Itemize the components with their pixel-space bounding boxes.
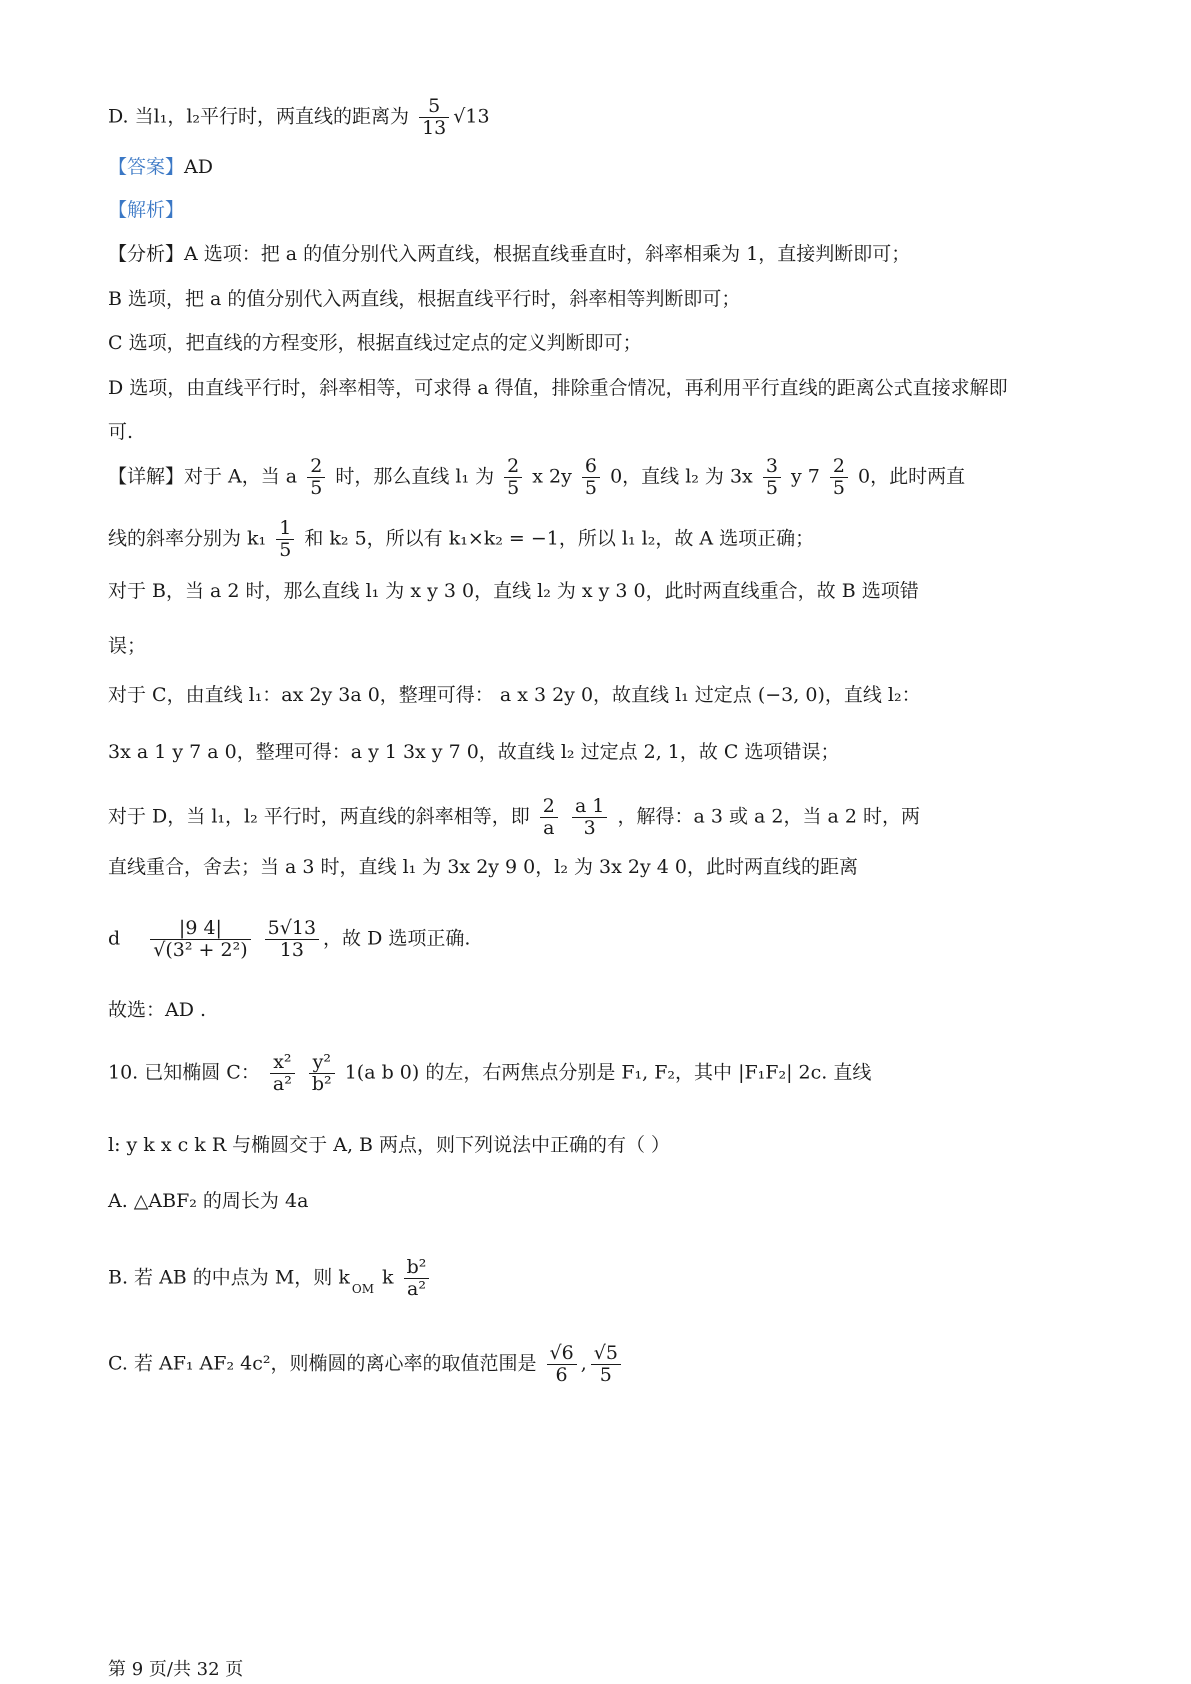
answer-value: AD <box>184 156 213 178</box>
detail-b-line-2: 误； <box>108 635 147 657</box>
detail-a-line-1: 【详解】对于 A，当 a $\frac{2}{5}$ 时，那么直线 l₁ 为 $\frac{2}{5}$ x 2y $\frac{6}{5}$ 0，直线 l₂ 为 3x $\frac{3}{5}$ y 7 $\frac{2}{5}$ 0，此时两直 <box>108 455 966 499</box>
q10-option-a: A. △ABF₂ 的周长为 4a <box>108 1190 309 1212</box>
answer-line <box>108 153 213 181</box>
fraction: $\frac{3}{5}$ <box>763 456 781 499</box>
question-10-line-2: l: y k x c k R 与椭圆交于 A, B 两点，则下列说法中正确的有（ ） <box>108 1134 671 1156</box>
detail-b-line-1: 对于 B，当 a 2 时，那么直线 l₁ 为 x y 3 0，直线 l₂ 为 x y 3 0，此时两直线重合，故 B 选项错 <box>108 580 919 602</box>
option-d-text: D. 当l₁，l₂平行时，两直线的距离为 <box>108 105 410 128</box>
detail-d-line-1: 对于 D，当 l₁，l₂ 平行时，两直线的斜率相等，即 $\frac{2}{a}$ $\frac{a 1}{3}$ ，解得：a 3 或 a 2，当 a 2 时，两 <box>108 795 920 839</box>
fenxi-line-5: 可. <box>108 421 134 443</box>
answer-tag: 【答案】 <box>108 156 185 178</box>
option-d-line <box>108 96 490 139</box>
fraction: $\frac{\text{b²}}{\text{a²}}$ <box>404 1257 430 1300</box>
fraction: $\frac{1}{5}$ <box>276 518 294 561</box>
fraction: $\frac{2}{a}$ <box>540 796 558 839</box>
detail-c-line-1: 对于 C，由直线 l₁：ax 2y 3a 0，整理可得： a x 3 2y 0，故直线 l₁ 过定点 (−3, 0)，直线 l₂： <box>108 684 921 706</box>
question-10-line-1: 10. 已知椭圆 C： $\frac{\text{x²}}{\text{a²}}$ $\frac{\text{y²}}{\text{b²}}$ 1(a b 0) 的左，右两焦点分别是 F₁, F₂，其中 |F₁F₂| 2c. 直线 <box>108 1051 872 1095</box>
distance-formula-fraction: $\frac{|9 4|}{\text{√(3² + 2²)}}$ <box>150 918 250 961</box>
detail-c-line-2: 3x a 1 y 7 a 0，整理可得：a y 1 3x y 7 0，故直线 l₂ 过定点 2, 1，故 C 选项错误； <box>108 741 840 763</box>
fraction: $\frac{√5}{5}$ <box>591 1343 621 1386</box>
sqrt-13: √13 <box>453 105 490 128</box>
fraction: $\frac{2}{5}$ <box>504 456 522 499</box>
fenxi-line-1: 【分析】A 选项：把 a 的值分别代入两直线，根据直线垂直时，斜率相乘为 1，直接判断即可； <box>108 243 911 265</box>
fraction: $\frac{2}{5}$ <box>830 456 848 499</box>
fraction: $\frac{2}{5}$ <box>307 456 325 499</box>
fraction: $\frac{\text{x²}}{\text{a²}}$ <box>270 1052 295 1095</box>
q10-option-c: C. 若 AF₁ AF₂ 4c²，则椭圆的离心率的取值范围是 $\frac{√6}{6}$ , $\frac{√5}{5}$ <box>108 1343 625 1386</box>
detail-a-line-2: 线的斜率分别为 k₁ $\frac{1}{5}$ 和 k₂ 5，所以有 k₁×k₂ = −1，所以 l₁ l₂，故 A 选项正确； <box>108 517 815 561</box>
analysis-tag: 【解析】 <box>108 199 185 221</box>
distance-result-fraction: $\frac{5√13}{13}$ <box>265 918 319 961</box>
fenxi-line-2: B 选项，把 a 的值分别代入两直线，根据直线平行时，斜率相等判断即可； <box>108 288 741 310</box>
choose-line: 故选：AD . <box>108 999 207 1021</box>
q10-option-b: B. 若 AB 的中点为 M，则 $k_{OM}$ k $\frac{\text{b²}}{\text{a²}}$ <box>108 1257 433 1303</box>
fraction: $\frac{a 1}{3}$ <box>572 796 607 839</box>
detail-d-line-3: d $\frac{|9 4|}{\text{√(3² + 2²)}}$ $\frac{5√13}{13}$ ，故 D 选项正确. <box>108 917 471 961</box>
fraction: $\frac{6}{5}$ <box>582 456 600 499</box>
fraction: $\frac{\text{y²}}{\text{b²}}$ <box>309 1052 335 1095</box>
distance-fraction: $\frac{5}{13}$ <box>419 96 449 139</box>
detail-d-line-2: 直线重合，舍去；当 a 3 时，直线 l₁ 为 3x 2y 9 0，l₂ 为 3x 2y 4 0，此时两直线的距离 <box>108 856 858 878</box>
fenxi-line-4: D 选项，由直线平行时，斜率相等，可求得 a 得值，排除重合情况，再利用平行直线的距离公式直接求解即 <box>108 377 1008 399</box>
page-footer: 第 9 页/共 32 页 <box>108 1659 244 1680</box>
fenxi-line-3: C 选项，把直线的方程变形，根据直线过定点的定义判断即可； <box>108 332 642 354</box>
fraction: $\frac{√6}{6}$ <box>547 1343 577 1386</box>
